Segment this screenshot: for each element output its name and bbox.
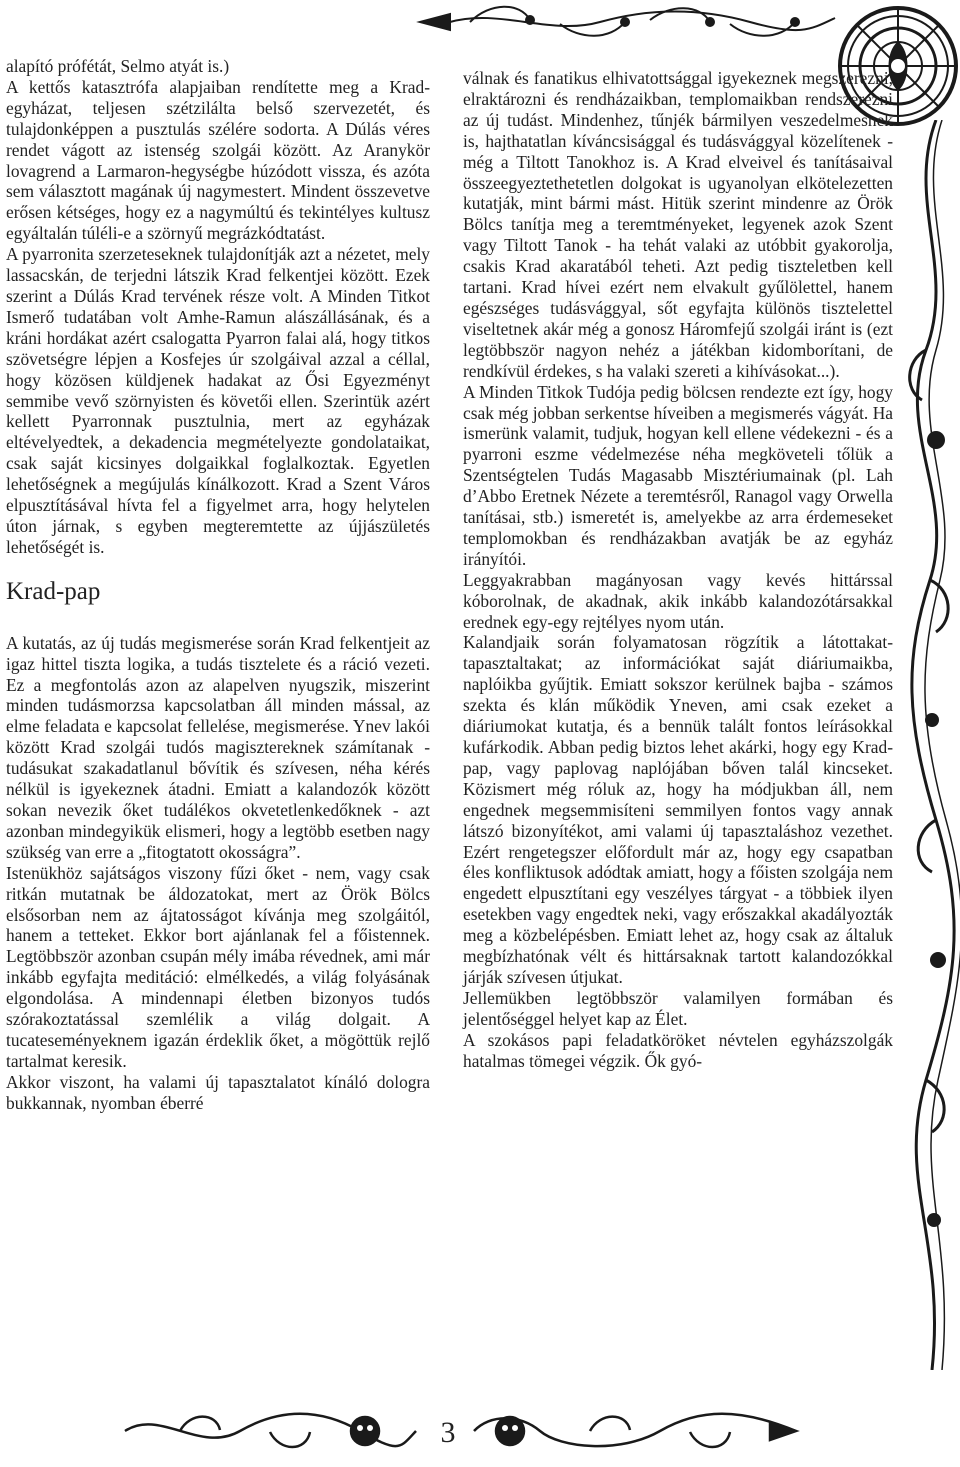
right-paragraph: Leggyakrabban magányosan vagy kevés hittárssal kóborolnak, de akadnak, akik inkább kalandozótársakkal erednek egy-egy rejtélyes nyom után.	[463, 569, 893, 632]
section-heading: Krad-pap	[6, 577, 101, 605]
left-paragraph: Istenükhöz sajátságos viszony fűzi őket - nem, vagy csak ritkán mutatnak be áldozatokat, mert az Örök Bölcs elsősorban nem az ájtatosságot kívánja meg szolgáitól, hanem a tetteket. Ekkor bort ajánlanak fel a főistennek. Legtöbbször azonban csupán mély imába révednek, ami már inkább egyfajta meditáció: elmélkedés, a világ folyásának elgondolása. A mindennapi életben bizonyos tudós szórakoztatással szemlélik a világ dolgait. A tucateseményeknem igazán érdeklik őket, a mögöttük rejlő tartalmat keresik.	[6, 862, 430, 1071]
left-paragraph: A kutatás, az új tudás megismerése során Krad felkentjeit az igaz hittel tiszta logika, a tudás tisztelete és a ráció vezeti. Ez a megfontolás azon az alapelven nyugszik, miszerint minden tudásmorzsa kapcsolatban áll minden mással, az elme feladata e kapcsolat fellelése, megismerése. Ynev lakói között Krad szolgái tudós magisztereknek számítanak - tudásukat szakadatlanul bővítik és szívesen, néha kérés nélkül is igyekeznek átadni. Emiatt a kalandozók között sokan nevezik őket tudálékos okvetetlenkedőknek - azt azonban mindegyikük elismeri, hogy a legtöbb esetben nagy szükség van erre a „fitogtatott okosságra”.	[6, 632, 430, 862]
left-text-column	[6, 56, 430, 1114]
left-paragraph: alapító prófétát, Selmo atyát is.)	[6, 56, 230, 76]
left-paragraph: A kettős katasztrófa alapjaiban rendítette meg a Krad-egyházat, teljesen szétzilálta belső szervezetét, és tulajdonképpen a pusztulás szélére sodorta. A Dúlás véres rendet vágott az istenség szolgái között. Az Aranykör lovagrend a Larmaron-hegységbe húzódott vissza, és azóta sem választott magának új nagymestert. Mindent összevetve erősen kétséges, hogy ez a nagymúltú és tekintélyes kultusz egyáltalán túléli-e a szörnyű megrázkódtatást.	[6, 76, 430, 244]
bottom-left-skull-tendril-icon	[120, 1398, 420, 1464]
bottom-right-skull-tendril-icon	[470, 1398, 800, 1464]
right-text-column	[463, 68, 893, 1072]
right-paragraph: A Minden Titkok Tudója pedig bölcsen rendezte ezt így, hogy csak még jobban serkentse híveiben a megismerés vágyát. Ha ismerünk valamit, tudjuk, hogyan kell ellene védekezni - és a pyarroni eszme védelmezése néha megköveteli tőlük a Szentségtelen Tudás Magasabb Misztériumainak (pl. Lah d’Abbo Eretnek Nézete a teremtésről, Ranagol vagy Orwella tanításai, stb.) ismeretét is, amelyekbe az arra érdemeseket templomokban és rendházakban avatják be az egyház irányítói.	[463, 381, 893, 569]
top-arrow-tendril-icon	[410, 0, 840, 42]
side-dragon-vine-icon	[896, 120, 960, 1370]
page-number: 3	[440, 1416, 456, 1449]
right-paragraph: válnak és fanatikus elhivatottsággal igyekeznek megszerezni, elraktározni és rendházaikban, templomaikban rendszerezni az új tudást. Mindenhez, tűnjék bármilyen veszedelmesnek is, hajthatatlan kíváncsisággal és tudásvággyal közelítenek - még a Tiltott Tanokhoz is. A Krad elveivel és tanításaival összeegyeztethetetlen dolgokat is ugyanolyan elkötelezetten kutatják, mint bármi mást. Hitük szerint mindenre az Örök Bölcs tanítja meg a teremtményeket, legyenek azok Szent vagy Tiltott Tanok - ha tehát valaki az utóbbit gyakorolja, csakis Krad akaratából teheti. Azt pedig tiszteletben kell tartani. Krad hívei ezért nem elvakult gyűlölettel, hanem egészséges tudásvággyal, sőt egyfajta különös tisztelettel viseltetnek akár még a gonosz Háromfejű szolgái iránt is (ezt legtöbbször nagyon nehéz a játékban kidomborítani, de rendkívül érdekes, s ha valaki szereti a kihívásokat...).	[463, 68, 893, 381]
left-paragraph: A pyarronita szerzeteseknek tulajdonítják azt a nézetet, mely lassacskán, de terjedni látszik Krad felkentjei között. Ezek szerint a Dúlás Krad tervének része volt. A Minden Titkot Ismerő tudatában volt Amhe-Ramun alászállásának, és a kráni hordákat azért csalogatta Pyarron falai alá, hogy titkos szövetségre lépjen a Kosfejes úr szolgáival azzal a céllal, hogy közösen küldjenek hadakat az Ősi Egyezményt semmibe vevő szörnyisten és követői ellen. Szerintük azért kellett Pyarronnak pusztulnia, mert az egyházak eltévelyedtek, a dekadencia megmételyezte gondolataikat, csak saját kicsinyes dolgaikkal foglalkoztak. Egyetlen lehetőségnek a megújulás kínálkozott. Krad a Szent Város elpusztításával hívta fel a figyelmet arra, hogy helytelen úton járnak, s egyben megteremtette az újjászületés lehetőségét is.	[6, 244, 430, 557]
right-paragraph: A szokásos papi feladatköröket névtelen egyházszolgák hatalmas tömegei végzik. Ők gyó-	[463, 1029, 893, 1071]
left-paragraph: Akkor viszont, ha valami új tapasztalatot kínáló dologra bukkannak, nyomban éberré	[6, 1071, 430, 1113]
right-paragraph: Jellemükben legtöbbször valamilyen formában és jelentőséggel helyet kap az Élet.	[463, 987, 893, 1029]
right-paragraph: Kalandjaik során folyamatosan rögzítik a látottakat-tapasztaltakat; az információkat saját diáriumaikba, naplóikba gyűjtik. Emiatt sokszor kerülnek bajba - számos szekta és klán működik Yneven, ami csak ezeket a diáriumokat kutatja, és a bennük talált fontos leírásokkal kufárkodik. Abban pedig biztos lehet akárki, hogy egy Krad-pap, vagy paplovag naplójában bőven talál kincseket. Közismert még róluk az, hogy ha módjukban áll, nem engednek megsemmisíteni semmilyen fontos vagy annak látszó bizonyítékot, ami valami új tapasztaláshoz vezethet. Ezért rengetegszer előfordult már az, hogy egy csapatban éles konfliktusok adódtak amiatt, hogy a főisten szolgája nem engedett elpusztítani egy veszélyes tárgyat - a többiek ilyen esetekben vagy engedtek neki, vagy erőszakkal akadályozták meg a közbelépésben. Emiatt lehet az, hogy csak az általuk megbízhatónak vélt és hittársaknak tartott kalandozókkal járják szívesen útjukat.	[463, 632, 893, 987]
